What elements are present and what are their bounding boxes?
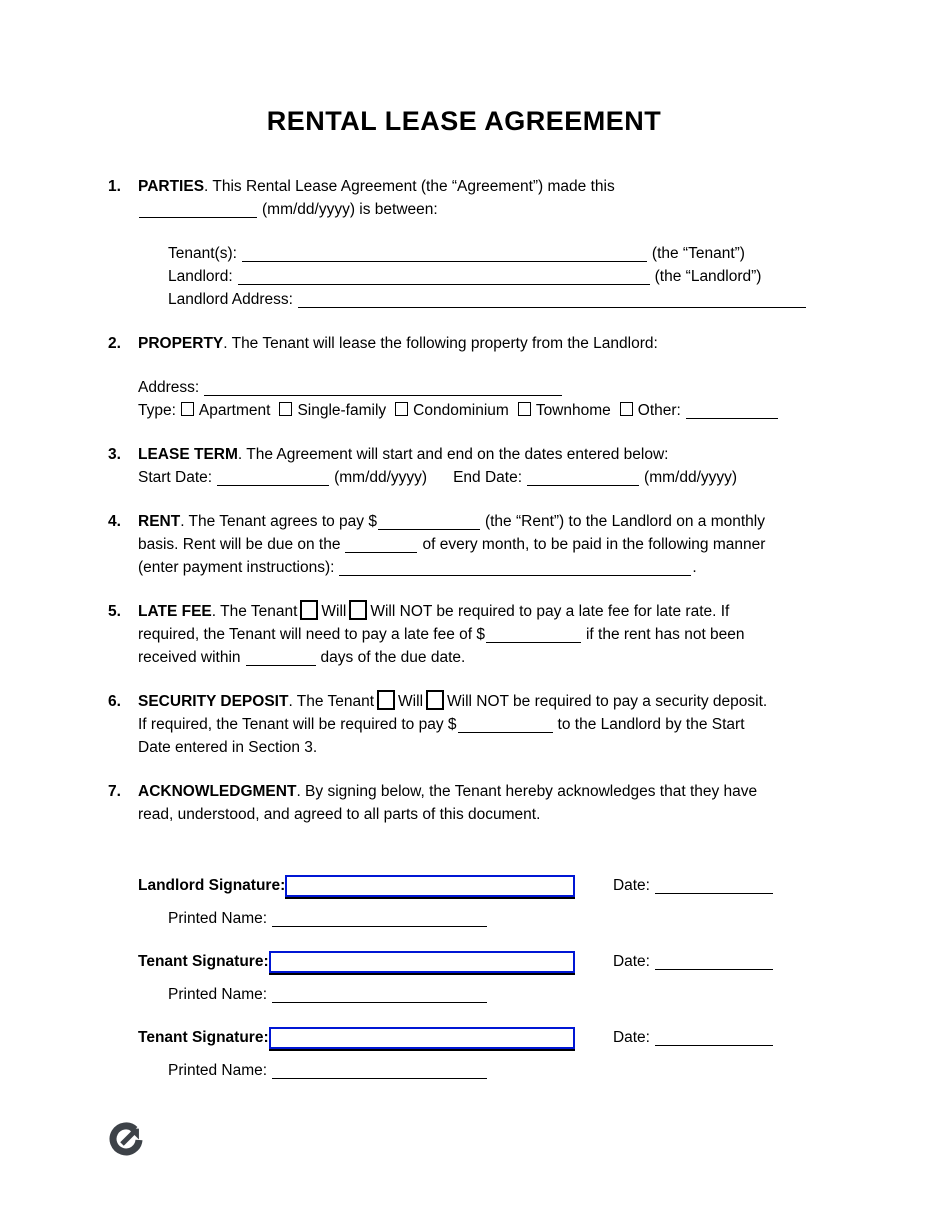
section-number: 5. [108, 603, 121, 620]
printed-name-row [138, 983, 820, 1006]
printed-name-row [138, 907, 820, 930]
end-date-blank [527, 484, 639, 486]
printed-name-label: Printed Name: [168, 1062, 268, 1079]
tenant-label: Tenant(s): [168, 245, 237, 262]
property-fields [138, 376, 820, 422]
late-fee-line-2 [138, 623, 820, 646]
type-apartment-checkbox[interactable] [181, 402, 194, 416]
parties-fields [138, 242, 820, 311]
late-fee-will-not-checkbox[interactable] [349, 600, 367, 620]
lease-term-text: . The Agreement will start and end on the dates entered below: [237, 446, 669, 463]
start-date-format: (mm/dd/yyyy) [334, 469, 428, 486]
type-option-label: Townhome [535, 402, 611, 419]
late-fee-will-label: Will [321, 603, 347, 620]
section-number: 3. [108, 446, 121, 463]
security-deposit-text: If required, the Tenant will be required to pay $ [138, 716, 457, 733]
security-deposit-line-1 [138, 690, 820, 713]
date-group [613, 874, 778, 898]
security-deposit-will-not-label: Will NOT [447, 693, 509, 710]
security-deposit-amount-blank [458, 731, 553, 733]
parties-line-2 [138, 198, 820, 221]
security-deposit-text: be required to pay a security deposit. [513, 693, 768, 710]
security-deposit-will-checkbox[interactable] [377, 690, 395, 710]
rent-text: basis. Rent will be due on the [138, 536, 341, 553]
tenant-signature-block-1 [138, 950, 820, 1006]
landlord-signature-block [138, 874, 820, 930]
parties-line-1 [138, 175, 820, 198]
parties-text: . This Rental Lease Agreement (the “Agreement”) made this [204, 178, 615, 195]
late-fee-days-blank [246, 664, 316, 666]
late-fee-line-3 [138, 646, 820, 669]
type-option-label: Apartment [198, 402, 271, 419]
acknowledgment-line-1 [138, 780, 820, 803]
rent-line-1 [138, 510, 820, 533]
security-deposit-will-not-checkbox[interactable] [426, 690, 444, 710]
signature-area [108, 874, 820, 1082]
rent-text: . [692, 559, 697, 576]
date-label: Date: [612, 953, 650, 970]
late-fee-line-1 [138, 600, 820, 623]
late-fee-text: days of the due date. [320, 649, 466, 666]
section-heading: SECURITY DEPOSIT [138, 693, 289, 710]
circular-arrow-icon [107, 1121, 145, 1159]
property-type-row [138, 399, 820, 422]
landlord-signature-row [138, 874, 778, 898]
section-late-fee [108, 600, 820, 669]
late-fee-text: . The Tenant [211, 603, 298, 620]
acknowledgment-line-2 [138, 803, 820, 826]
date-label: Date: [612, 1029, 650, 1046]
section-lease-term [108, 443, 820, 489]
security-deposit-text: to the Landlord by the Start [557, 716, 745, 733]
date-label: Date: [612, 877, 650, 894]
rent-due-day-blank [345, 551, 417, 553]
security-deposit-line-3 [138, 736, 820, 759]
end-date-format: (mm/dd/yyyy) [644, 469, 738, 486]
date-group [613, 1026, 778, 1050]
printed-name-blank [272, 1001, 487, 1003]
section-property [108, 332, 820, 422]
rent-text: of every month, to be paid in the following manner [422, 536, 766, 553]
start-date-blank [217, 484, 329, 486]
security-deposit-text: . The Tenant [288, 693, 375, 710]
section-number: 1. [108, 178, 121, 195]
section-rent [108, 510, 820, 579]
late-fee-text: received within [138, 649, 241, 666]
section-number: 6. [108, 693, 121, 710]
tenant-signature-input-2[interactable] [269, 1027, 575, 1049]
type-option-label: Condominium [413, 402, 509, 419]
printed-name-blank [272, 925, 487, 927]
section-heading: LEASE TERM [138, 446, 238, 463]
security-deposit-line-2 [138, 713, 820, 736]
section-security-deposit [108, 690, 820, 759]
landlord-signature-input[interactable] [285, 875, 575, 897]
landlord-label: Landlord: [168, 268, 233, 285]
property-line-1 [138, 332, 820, 355]
section-heading: PARTIES [138, 178, 205, 195]
start-date-label: Start Date: [138, 469, 213, 486]
rent-line-3 [138, 556, 820, 579]
landlord-address-blank [298, 306, 806, 308]
tenant-signature-row-1 [138, 950, 778, 974]
rent-text: . The Tenant agrees to pay $ [180, 513, 377, 530]
type-other-label: Other: [637, 402, 681, 419]
printed-name-row [138, 1059, 820, 1082]
late-fee-text: if the rent has not been [585, 626, 745, 643]
section-heading: PROPERTY [138, 335, 224, 352]
payment-instructions-blank [339, 574, 691, 576]
acknowledgment-text: . By signing below, the Tenant hereby acknowledges that they have [296, 783, 758, 800]
tenant-name-row [168, 242, 820, 265]
end-date-label: End Date: [453, 469, 523, 486]
date-signed-blank [655, 1044, 773, 1046]
printed-name-label: Printed Name: [168, 910, 268, 927]
landlord-name-blank [238, 283, 650, 285]
acknowledgment-text: read, understood, and agreed to all parts of this document. [138, 806, 541, 823]
agreement-date-blank [139, 216, 257, 218]
landlord-address-label: Landlord Address: [168, 291, 293, 308]
late-fee-text: be required to pay a late fee for late rate. If [436, 603, 730, 620]
section-number: 7. [108, 783, 121, 800]
other-type-blank [686, 417, 778, 419]
property-text: . The Tenant will lease the following property from the Landlord: [223, 335, 658, 352]
landlord-address-row [168, 288, 820, 311]
rent-text: (the “Rent”) to the Landlord on a monthly [484, 513, 765, 530]
section-number: 4. [108, 513, 121, 530]
type-other-checkbox[interactable] [620, 402, 633, 416]
security-deposit-will-label: Will [398, 693, 424, 710]
tenant-signature-block-2 [138, 1026, 820, 1082]
parties-text: (mm/dd/yyyy) is between: [262, 201, 438, 218]
date-signed-blank [655, 968, 773, 970]
printed-name-label: Printed Name: [168, 986, 268, 1003]
type-condominium-checkbox[interactable] [395, 402, 408, 416]
security-deposit-text: Date entered in Section 3. [138, 739, 318, 756]
rent-line-2 [138, 533, 820, 556]
tenant-suffix: (the “Tenant”) [651, 245, 745, 262]
lease-term-line-1 [138, 443, 820, 466]
lease-dates-row [138, 466, 820, 489]
tenant-name-blank [242, 260, 647, 262]
tenant-signature-input-1[interactable] [269, 951, 575, 973]
tenant-signature-row-2 [138, 1026, 778, 1050]
section-parties [108, 175, 820, 311]
section-heading: ACKNOWLEDGMENT [138, 783, 297, 800]
section-acknowledgment [108, 780, 820, 826]
date-signed-blank [655, 892, 773, 894]
date-group [613, 950, 778, 974]
late-fee-will-not-label: Will NOT [370, 603, 433, 620]
landlord-name-row [168, 265, 820, 288]
late-fee-amount-blank [486, 641, 581, 643]
type-townhome-checkbox[interactable] [518, 402, 531, 416]
tenant-signature-label: Tenant Signature: [138, 1029, 269, 1046]
document-title: RENTAL LEASE AGREEMENT [266, 106, 662, 136]
section-heading: LATE FEE [138, 603, 212, 620]
type-option-label: Single-family [297, 402, 387, 419]
property-address-blank [204, 394, 562, 396]
landlord-signature-label: Landlord Signature: [138, 877, 286, 894]
property-type-label: Type: [138, 402, 176, 419]
rent-text: (enter payment instructions): [138, 559, 335, 576]
late-fee-will-checkbox[interactable] [300, 600, 318, 620]
property-address-row [138, 376, 820, 399]
rent-amount-blank [378, 528, 480, 530]
property-address-label: Address: [138, 379, 200, 396]
landlord-suffix: (the “Landlord”) [654, 268, 762, 285]
type-single-family-checkbox[interactable] [279, 402, 292, 416]
printed-name-blank [272, 1077, 487, 1079]
section-heading: RENT [138, 513, 181, 530]
tenant-signature-label: Tenant Signature: [138, 953, 269, 970]
late-fee-text: required, the Tenant will need to pay a late fee of $ [138, 626, 485, 643]
section-number: 2. [108, 335, 121, 352]
